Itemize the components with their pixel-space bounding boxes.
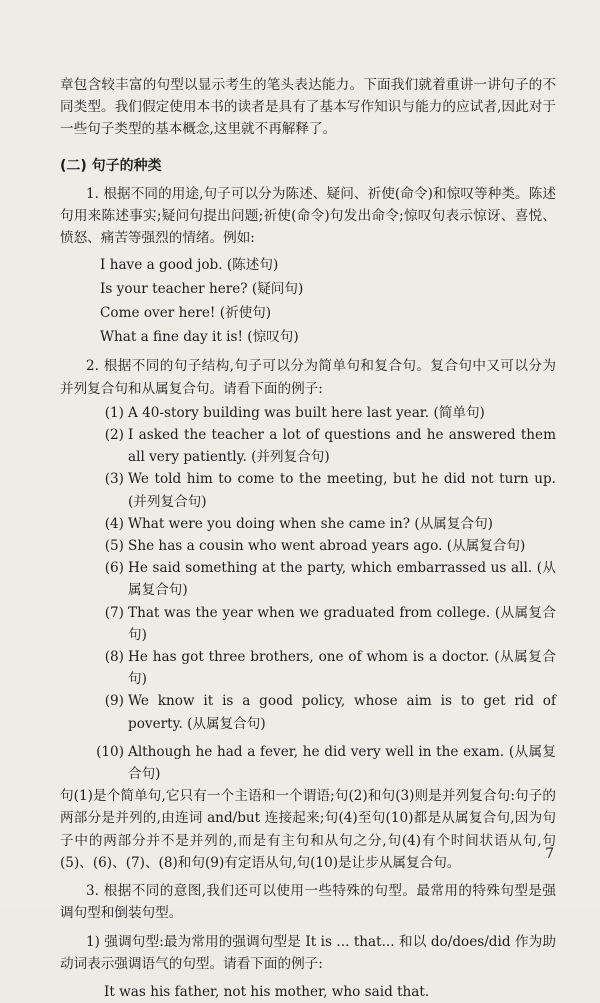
paragraph-2-explanation: 句(1)是个简单句,它只有一个主语和一个谓语;句(2)和句(3)则是并列复合句:句子的两部分是并列的,由连词 and/but 连接起来;句(4)至句(10)都是从属复合句,因为句子中的两部分并不是并列的,而是有主句和从句之分,句(4)有个时间状语从句,句(5)、(6)、(7)、(8)和句(9)有定语从句,句(10)是让步从属复合句。 bbox=[60, 788, 556, 871]
item-number: (8) bbox=[104, 649, 124, 666]
item-number: (10) bbox=[96, 743, 124, 760]
paragraph-3-sub: 1) 强调句型:最为常用的强调句型是 It is ... that... 和以 do/does/did 作为助动词表示强调语气的句型。请看下面的例子: bbox=[60, 933, 556, 972]
example-sentence: Is your teacher here? (疑问句) bbox=[100, 281, 304, 298]
item-number: (1) bbox=[104, 404, 124, 421]
item-text: What were you doing when she came in? (从属复合句) bbox=[128, 515, 493, 532]
example-sentence: I have a good job. (陈述句) bbox=[100, 257, 279, 274]
list-item bbox=[88, 513, 556, 535]
item-text: Although he had a fever, he did very well in the exam. (从属复合句) bbox=[128, 743, 556, 783]
item-text: I asked the teacher a lot of questions and he answered them all very patiently. (并列复合句) bbox=[128, 427, 556, 466]
paragraph-1: 1. 根据不同的用途,句子可以分为陈述、疑问、祈使(命令)和惊叹等种类。陈述句用来陈述事实;疑问句提出问题;祈使(命令)句发出命令;惊叹句表示惊讶、喜悦、愤怒、痛苦等强烈的情绪。例如: bbox=[60, 185, 556, 247]
item-number: (9) bbox=[104, 693, 124, 710]
item-text: That was the year when we graduated from college. (从属复合句) bbox=[128, 604, 556, 643]
list-item bbox=[88, 602, 556, 646]
item-text: A 40-story building was built here last year. (简单句) bbox=[128, 404, 485, 421]
list-item bbox=[88, 557, 556, 601]
paragraph-2: 2. 根据不同的句子结构,句子可以分为简单句和复合句。复合句中又可以分为并列复合句和从属复合句。请看下面的例子: bbox=[60, 358, 556, 397]
list-item bbox=[88, 690, 556, 734]
item-text: We told him to come to the meeting, but he did not turn up. (并列复合句) bbox=[128, 471, 556, 510]
list-item bbox=[88, 424, 556, 468]
item-number: (2) bbox=[104, 427, 124, 444]
item-text: He said something at the party, which embarrassed us all. (从属复合句) bbox=[128, 560, 556, 599]
page-number: 7 bbox=[545, 846, 554, 862]
list-item bbox=[88, 468, 556, 512]
item-number: (6) bbox=[104, 560, 124, 577]
list-item bbox=[88, 535, 556, 557]
paragraph-3: 3. 根据不同的意图,我们还可以使用一些特殊的句型。最常用的特殊句型是强调句型和倒装句型。 bbox=[60, 883, 556, 922]
page-body bbox=[60, 74, 556, 1003]
item-number: (4) bbox=[104, 515, 124, 532]
final-example: It was his father, not his mother, who said that. bbox=[104, 983, 430, 1000]
intro-paragraph: 章包含较丰富的句型以显示考生的笔头表达能力。下面我们就着重讲一讲句子的不同类型。我们假定使用本书的读者是具有了基本写作知识与能力的应试者,因此对于一些句子类型的基本概念,这里就不再解释了。 bbox=[60, 77, 556, 138]
list-item bbox=[88, 741, 556, 785]
item-text: He has got three brothers, one of whom is a doctor. (从属复合句) bbox=[128, 649, 556, 688]
item-text: She has a cousin who went abroad years ago. (从属复合句) bbox=[128, 538, 526, 555]
section-title: (二) 句子的种类 bbox=[60, 157, 162, 174]
item-number: (5) bbox=[104, 538, 124, 555]
example-list-2 bbox=[60, 402, 556, 785]
list-item bbox=[88, 646, 556, 690]
list-item bbox=[88, 402, 556, 424]
example-sentence: Come over here! (祈使句) bbox=[100, 305, 272, 322]
item-number: (7) bbox=[104, 604, 124, 621]
item-text: We know it is a good policy, whose aim is to get rid of poverty. (从属复合句) bbox=[128, 693, 556, 732]
item-number: (3) bbox=[104, 471, 124, 488]
example-sentence: What a fine day it is! (惊叹句) bbox=[100, 329, 299, 346]
example-list-1 bbox=[60, 253, 556, 349]
